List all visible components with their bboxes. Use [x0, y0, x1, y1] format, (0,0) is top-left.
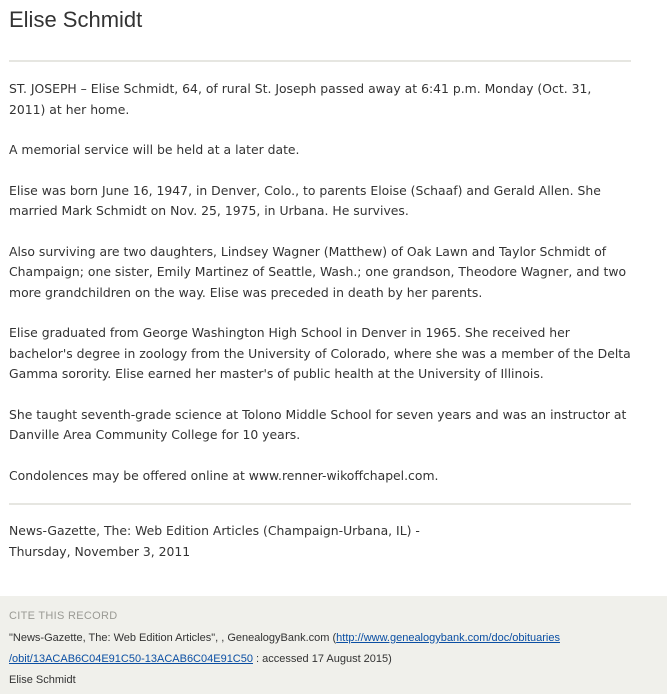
- cite-record-panel: [0, 596, 667, 694]
- article-paragraph: She taught seventh-grade science at Tolono Middle School for seven years and was an instructor at Danville Area Community College for 10 years.: [9, 406, 627, 442]
- article-paragraph: ST. JOSEPH – Elise Schmidt, 64, of rural St. Joseph passed away at 6:41 p.m. Monday (Oct. 31, 2011) at her home.: [9, 81, 592, 117]
- article-paragraph: Elise graduated from George Washington High School in Denver in 1965. She received her bachelor's degree in zoology from the University of Colorado, where she was a member of the Delta Gamma sorority. Elise earned her master's of public health at the University of Illinois.: [9, 325, 631, 381]
- top-divider: [9, 60, 631, 62]
- article-paragraph: Also surviving are two daughters, Lindsey Wagner (Matthew) of Oak Lawn and Taylor Schmidt of Champaign; one sister, Emily Martinez of Seattle, Wash.; one grandson, Theodore Wagner, and two more grandchildren on the way. Elise was preceded in death by her parents.: [9, 243, 627, 300]
- cite-record-name: Elise Schmidt: [9, 674, 76, 686]
- cite-link-line2: /obit/13ACAB6C04E91C50-13ACAB6C04E91C50: [9, 653, 253, 665]
- bottom-divider: [9, 503, 631, 505]
- article-paragraph: Elise was born June 16, 1947, in Denver, Colo., to parents Eloise (Schaaf) and Gerald Allen. She married Mark Schmidt on Nov. 25, 1975, in Urbana. He survives.: [9, 182, 601, 218]
- page-title: Elise Schmidt: [9, 7, 143, 32]
- article-paragraph: Condolences may be offered online at www.renner-wikoffchapel.com.: [9, 467, 439, 483]
- cite-text-after: : accessed 17 August 2015): [253, 653, 392, 665]
- source-publication: News-Gazette, The: Web Edition Articles (Champaign-Urbana, IL) -: [9, 523, 420, 538]
- cite-link-line1: http://www.genealogybank.com/doc/obituaries: [336, 632, 560, 644]
- source-info: [9, 521, 658, 562]
- cite-text-before: "News-Gazette, The: Web Edition Articles", , GenealogyBank.com (: [9, 632, 337, 644]
- cite-citation: [9, 628, 658, 670]
- source-date: Thursday, November 3, 2011: [9, 543, 191, 559]
- cite-heading: CITE THIS RECORD: [9, 610, 118, 622]
- article-paragraph: A memorial service will be held at a later date.: [9, 142, 300, 157]
- obituary-article: [9, 79, 631, 486]
